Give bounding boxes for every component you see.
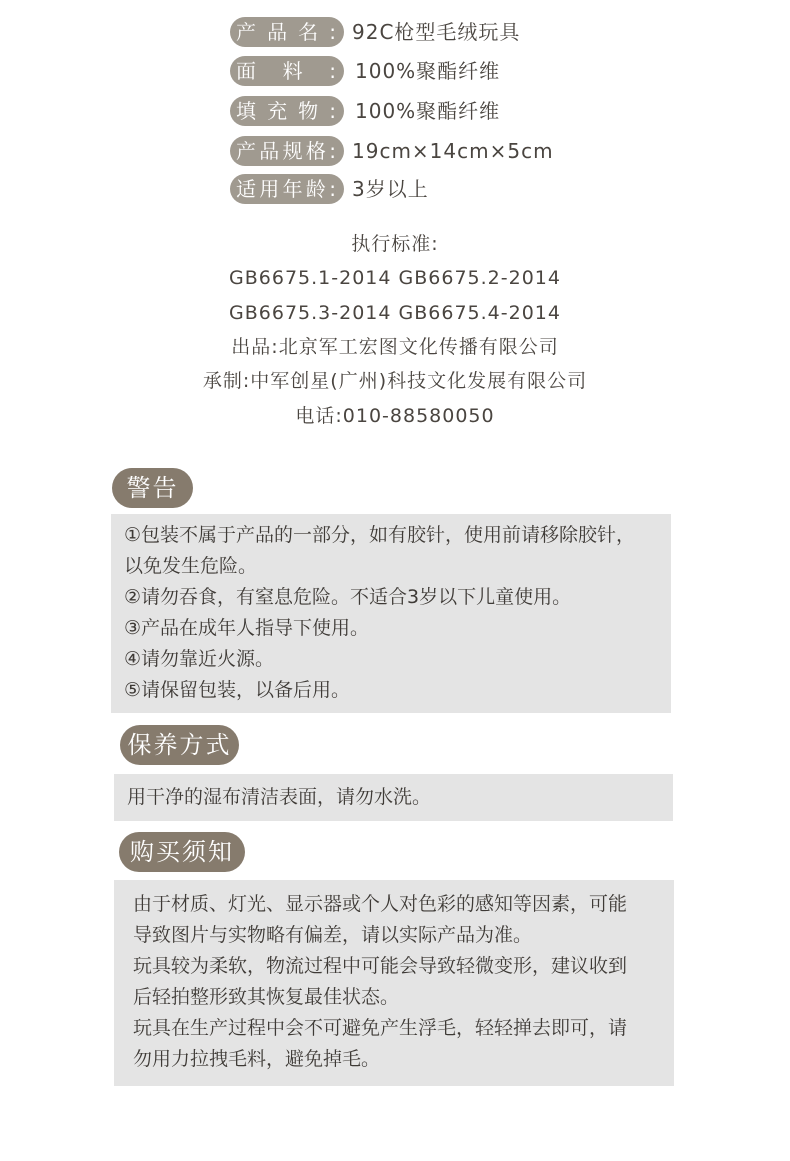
purchase-box bbox=[114, 880, 674, 1086]
warning-line: ①包装不属于产品的一部分，如有胶针，使用前请移除胶针， bbox=[124, 524, 636, 546]
spec-label-fabric: 面料: bbox=[230, 56, 344, 86]
standards-heading: 执行标准: bbox=[351, 233, 439, 255]
publisher-text: 出品:北京军工宏图文化传播有限公司 bbox=[231, 336, 559, 358]
standards-line-1: GB6675.1-2014 GB6675.2-2014 bbox=[229, 267, 561, 289]
spec-value-fabric: 100%聚酯纤维 bbox=[355, 59, 501, 83]
spec-label-product-name: 产品名: bbox=[230, 17, 344, 47]
purchase-line: 导致图片与实物略有偏差，请以实际产品为准。 bbox=[133, 924, 533, 946]
standards-line-2: GB6675.3-2014 GB6675.4-2014 bbox=[229, 302, 561, 324]
purchase-line: 玩具在生产过程中会不可避免产生浮毛，轻轻掸去即可，请 bbox=[133, 1017, 628, 1039]
care-title: 保养方式 bbox=[120, 725, 239, 765]
warning-line: ②请勿吞食，有窒息危险。不适合3岁以下儿童使用。 bbox=[124, 586, 572, 608]
phone-text: 电话:010-88580050 bbox=[295, 405, 495, 427]
purchase-line: 后轻拍整形致其恢复最佳状态。 bbox=[133, 986, 400, 1008]
care-line: 用干净的湿布清洁表面，请勿水洗。 bbox=[127, 786, 432, 808]
warning-line: 以免发生危险。 bbox=[124, 555, 258, 577]
purchase-line: 玩具较为柔软，物流过程中可能会导致轻微变形，建议收到 bbox=[133, 955, 628, 977]
purchase-line: 由于材质、灯光、显示器或个人对色彩的感知等因素，可能 bbox=[133, 893, 628, 915]
spec-label-age: 适用年龄: bbox=[230, 174, 344, 204]
purchase-line: 勿用力拉拽毛料，避免掉毛。 bbox=[133, 1048, 381, 1070]
purchase-title: 购买须知 bbox=[119, 832, 245, 872]
warning-line: ⑤请保留包装，以备后用。 bbox=[124, 679, 351, 701]
spec-value-size: 19cm×14cm×5cm bbox=[352, 139, 554, 163]
spec-value-age: 3岁以上 bbox=[352, 177, 429, 201]
spec-label-size: 产品规格: bbox=[230, 136, 344, 166]
warning-box bbox=[111, 514, 671, 713]
warning-line: ③产品在成年人指导下使用。 bbox=[124, 617, 370, 639]
warning-line: ④请勿靠近火源。 bbox=[124, 648, 275, 670]
warning-title: 警告 bbox=[112, 468, 193, 508]
spec-value-filling: 100%聚酯纤维 bbox=[355, 99, 501, 123]
spec-label-filling: 填充物: bbox=[230, 96, 344, 126]
spec-value-product-name: 92C枪型毛绒玩具 bbox=[352, 20, 521, 44]
care-box bbox=[114, 774, 673, 821]
producer-text: 承制:中军创星(广州)科技文化发展有限公司 bbox=[202, 370, 588, 392]
